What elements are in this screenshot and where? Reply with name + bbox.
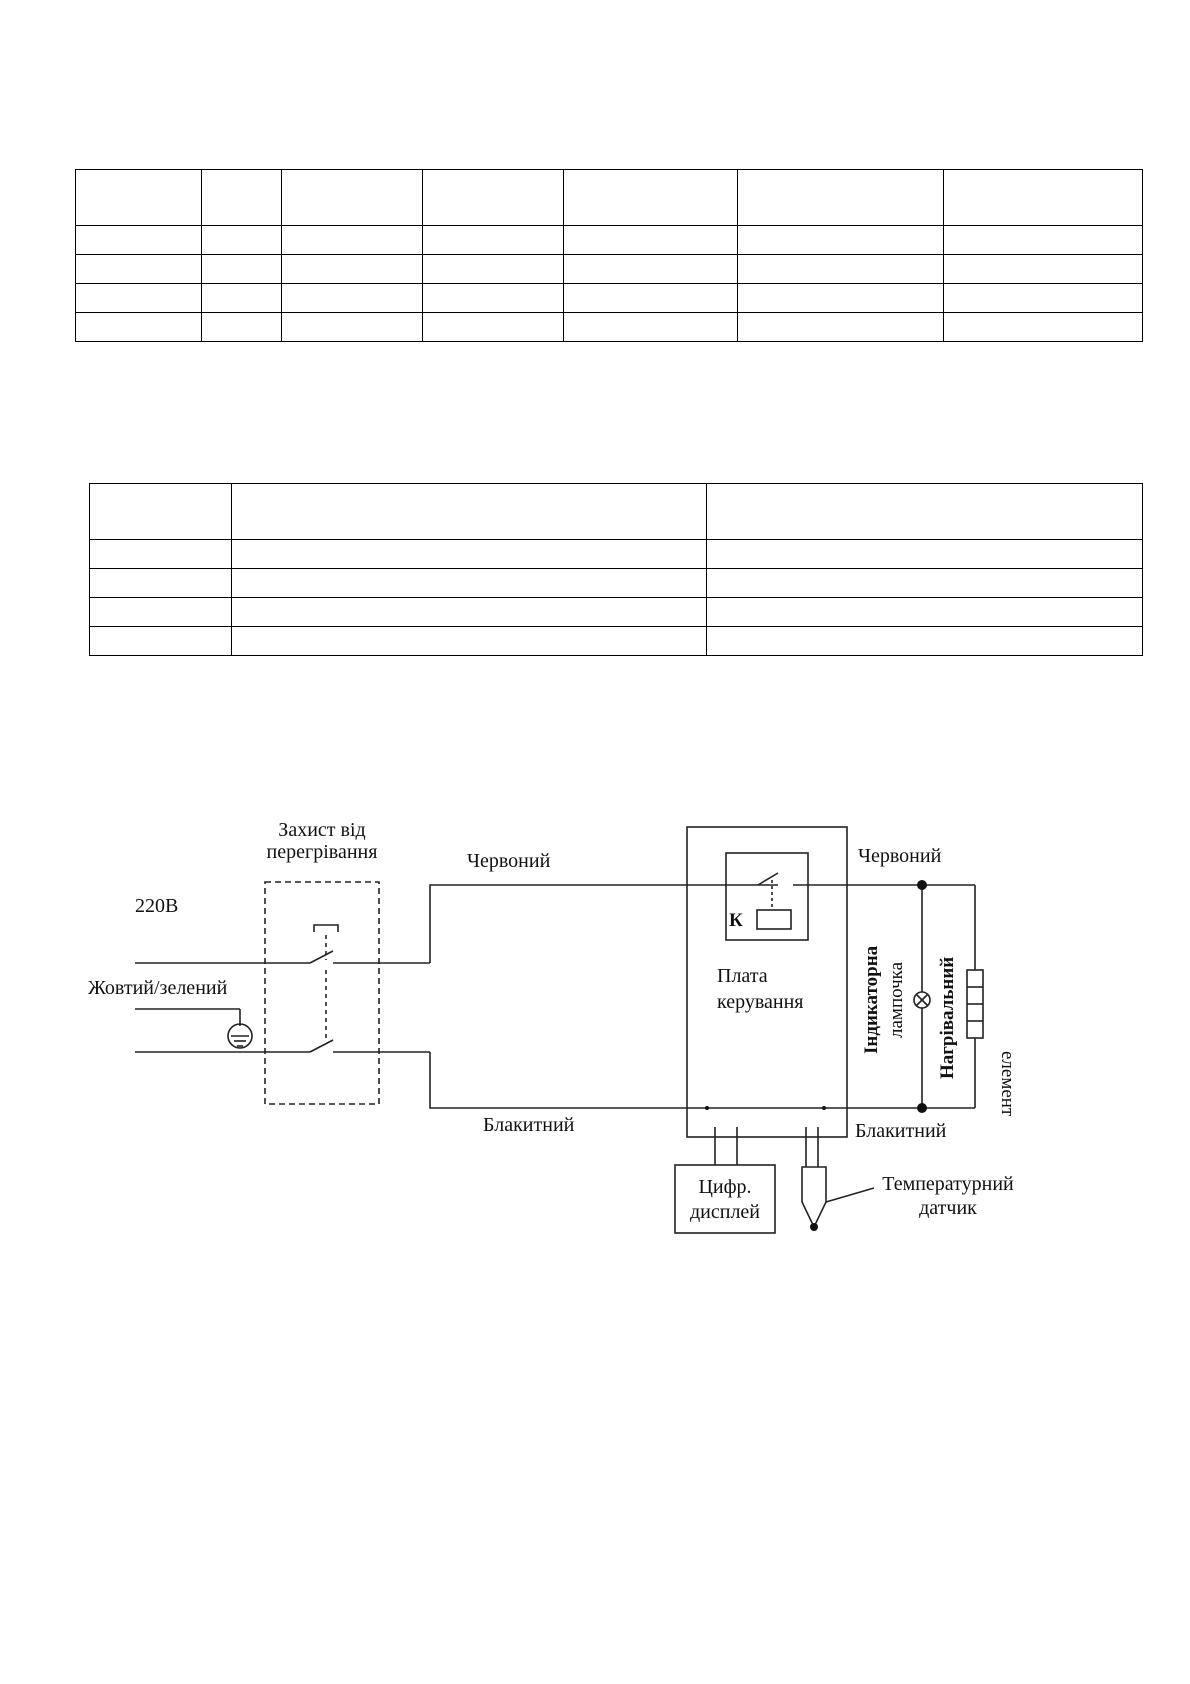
table-row [76,284,1143,313]
blue-wire-label-left: Блакитний [483,1114,575,1136]
table-cell [944,226,1143,255]
wiring-diagram [0,790,1190,1260]
table-cell [423,170,564,226]
heating-element-icon [967,970,983,1038]
table-cell [232,627,707,656]
table-cell [944,284,1143,313]
table-row [76,226,1143,255]
table-row [90,540,1143,569]
ground-wire-label: Жовтий/зелений [88,977,228,999]
table-row [90,569,1143,598]
table-cell [90,627,232,656]
overheat-protection-label-1: Захист від [278,819,366,841]
table-cell [944,170,1143,226]
digital-display-label-2: дисплей [689,1201,761,1223]
blue-wire-label-right: Блакитний [855,1120,947,1142]
table-cell [564,284,738,313]
table-cell [232,569,707,598]
heating-element-label-2: елемент [997,1051,1018,1117]
table-cell [282,255,423,284]
table-cell [76,255,202,284]
table-cell [202,255,282,284]
control-board-label-2: керування [717,991,804,1013]
table-cell [232,598,707,627]
table-cell [202,226,282,255]
table-cell [90,540,232,569]
indicator-lamp-label-1: Індикаторна [861,945,882,1054]
overheat-switch [310,925,430,1052]
red-wire-label-right: Червоний [858,845,942,867]
red-wire-label-left: Червоний [467,850,551,872]
table-cell [76,226,202,255]
table-row [76,255,1143,284]
table-cell [564,226,738,255]
indicator-lamp-icon [914,992,930,1008]
table-row [76,313,1143,342]
table-cell [232,540,707,569]
table-cell [423,284,564,313]
table-cell [90,569,232,598]
table-cell [707,627,1143,656]
table-cell [423,313,564,342]
table-cell [707,569,1143,598]
table-cell [423,255,564,284]
relay-contact [758,873,778,885]
table-row [90,627,1143,656]
ground-icon [228,1009,252,1048]
table-2 [89,483,1143,656]
table-cell [423,226,564,255]
table-cell [232,484,707,540]
table-cell [282,313,423,342]
voltage-label: 220В [135,895,179,917]
table-cell [76,284,202,313]
table-cell [76,313,202,342]
table-cell [564,255,738,284]
table-cell [564,170,738,226]
table-cell [738,226,944,255]
table-cell [202,284,282,313]
table-cell [944,313,1143,342]
table-cell [738,170,944,226]
table-cell [707,484,1143,540]
temperature-sensor-label-2: датчик [919,1197,977,1219]
table-cell [90,484,232,540]
table-cell [564,313,738,342]
table-cell [282,284,423,313]
table-row [90,598,1143,627]
relay-label: К [729,910,743,931]
table-cell [707,540,1143,569]
table-cell [707,598,1143,627]
blue-wire [430,1052,975,1108]
table-cell [282,226,423,255]
table-row [90,484,1143,540]
table-cell [90,598,232,627]
table-cell [282,170,423,226]
table-cell [738,313,944,342]
digital-display-label-1: Цифр. [698,1176,752,1198]
table-row [76,170,1143,226]
overheat-protection-label-2: перегрівання [266,841,378,863]
temperature-sensor-label-1: Температурний [882,1173,1014,1195]
temperature-sensor-icon [802,1167,826,1227]
control-board-label-1: Плата [717,965,768,987]
table-cell [202,170,282,226]
table-cell [738,255,944,284]
table-cell [944,255,1143,284]
table-cell [76,170,202,226]
table-cell [202,313,282,342]
relay-coil [757,910,791,929]
table-cell [738,284,944,313]
indicator-lamp-label-2: лампочка [886,961,907,1038]
heating-element-label-1: Нагрівальний [937,956,958,1079]
table-1 [75,169,1143,342]
overheat-protection-box [265,882,379,1104]
